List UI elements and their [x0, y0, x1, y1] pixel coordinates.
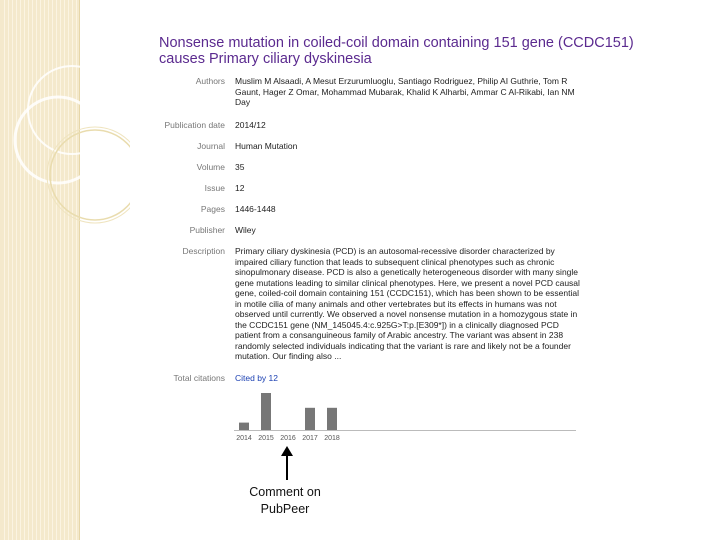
publication-date-value: 2014/12: [235, 120, 266, 130]
year-tick-label: 2014: [236, 435, 252, 442]
decorative-circles: [0, 0, 130, 260]
article-title[interactable]: Nonsense mutation in coiled-coil domain containing 151 gene (CCDC151) causes Primary ciliary dyskinesia: [159, 35, 634, 67]
authors-label: Authors: [195, 76, 225, 86]
citation-bar-2018[interactable]: [327, 408, 337, 430]
journal-label: Journal: [197, 141, 225, 151]
year-tick-label: 2016: [280, 435, 296, 442]
citations-chart-svg: [234, 390, 576, 442]
publication-date-label: Publication date: [164, 120, 225, 130]
issue-value: 12: [235, 183, 245, 193]
cited-by-row: [235, 373, 580, 384]
citation-bar-2014[interactable]: [239, 423, 249, 430]
publisher-value: Wiley: [235, 225, 256, 235]
citation-bar-2017[interactable]: [305, 408, 315, 430]
citation-bar-2015[interactable]: [261, 393, 271, 430]
pages-label: Pages: [200, 204, 225, 214]
pubpeer-annotation: Comment on PubPeer: [249, 485, 321, 516]
citations-chart: [234, 390, 576, 442]
authors-value: Muslim M Alsaadi, A Mesut Erzurumluoglu, Santiago Rodriguez, Philip AI Guthrie, Tom R Gaunt, Hager Z Omar, Mohammad Mubarak, Khalid K Alharbi, Ammar C Al-Rikabi, Ian NM Day: [235, 76, 575, 107]
description-label: Description: [182, 246, 225, 256]
volume-value: 35: [235, 162, 245, 172]
authors-row: [140, 76, 590, 110]
total-citations-label: Total citations: [173, 373, 225, 383]
year-tick-label: 2018: [324, 435, 340, 442]
year-tick-label: 2017: [302, 435, 318, 442]
publisher-label: Publisher: [189, 225, 225, 235]
volume-label: Volume: [196, 162, 225, 172]
issue-label: Issue: [204, 183, 225, 193]
journal-value: Human Mutation: [235, 141, 298, 151]
year-tick-label: 2015: [258, 435, 274, 442]
pages-value: 1446-1448: [235, 204, 276, 214]
description-value: Primary ciliary dyskinesia (PCD) is an autosomal-recessive disorder characterized by impaired ciliary function that leads to subsequent clinical phenotypes such as chronic sinopulmonary disease. PCD is also a genetically heterogeneous disorder with many single gene mutations leading to similar clinical phenotypes. Here, we present a novel PCD causal gene, coiled-coil domain containing 151 (CCDC151), which has been shown to be essential in motile cilia of many animals and other vertebrates but its effects in humans was not observed until currently. We observed a novel nonsense mutation in a homozygous state in the CCDC151 gene (NM_145045.4:c.925G>T:p.[E309*]) in a clinically diagnosed PCD patient from a consanguineous family of Arabic ancestry. The variant was absent in 238 randomly selected individuals indicating that the variant is rare and likely not be a founder mutation. Our finding also ...: [235, 246, 580, 361]
cited-by-link[interactable]: Cited by 12: [235, 373, 278, 383]
up-arrow-icon: [280, 446, 294, 480]
